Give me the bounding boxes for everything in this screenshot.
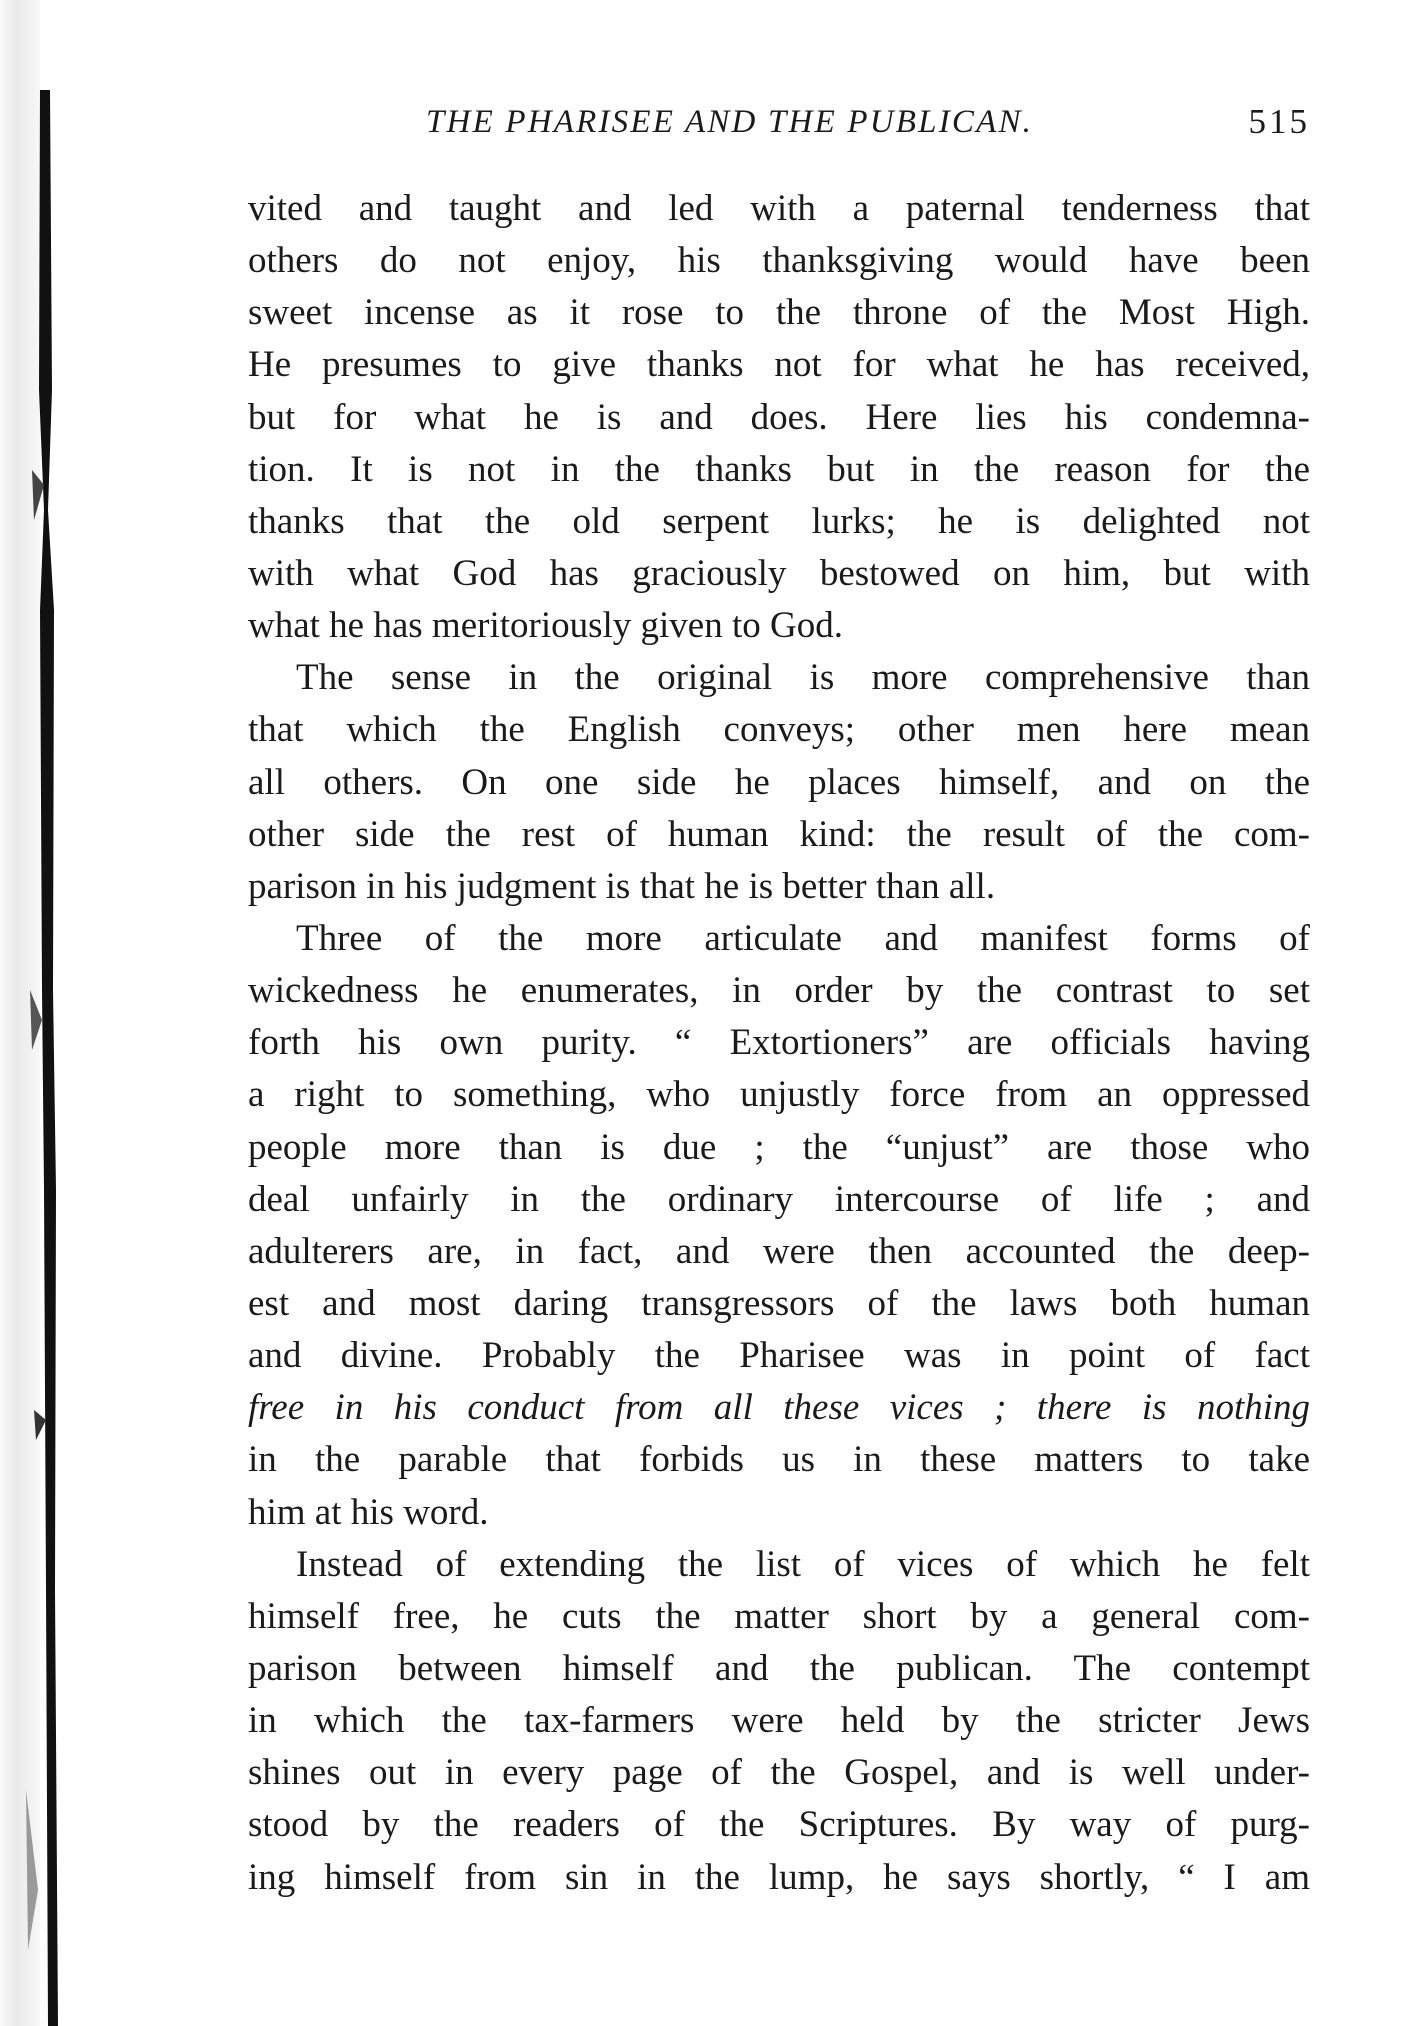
text-line: in which the tax-farmers were held by the stricter Jews [248, 1700, 1310, 1742]
body-text [248, 183, 1310, 1904]
text-line: thanks that the old serpent lurks; he is delighted not [248, 500, 1310, 542]
text-line: The sense in the original is more comprehensive than [296, 657, 1310, 699]
text-line: himself free, he cuts the matter short by a general com- [248, 1595, 1310, 1637]
text-line: others do not enjoy, his thanksgiving would have been [248, 240, 1310, 282]
binding-spine-graphic [22, 90, 80, 2026]
text-line: est and most daring transgressors of the laws both human [248, 1282, 1310, 1324]
text-line: stood by the readers of the Scriptures. By way of purg- [248, 1804, 1310, 1846]
text-line: what he has meritoriously given to God. [248, 605, 843, 647]
text-line: tion. It is not in the thanks but in the reason for the [248, 448, 1310, 490]
page-header [248, 98, 1310, 146]
text-line: people more than is due ; the “unjust” are those who [248, 1126, 1310, 1168]
text-line: other side the rest of human kind: the result of the com- [248, 813, 1310, 855]
text-line: Instead of extending the list of vices of which he felt [296, 1543, 1310, 1585]
text-line: parison in his judgment is that he is better than all. [248, 865, 996, 907]
text-line: adulterers are, in fact, and were then accounted the deep- [248, 1230, 1310, 1272]
text-line: and divine. Probably the Pharisee was in point of fact [248, 1335, 1310, 1377]
text-line: him at his word. [248, 1491, 489, 1533]
text-line: forth his own purity. “ Extortioners” are officials having [248, 1022, 1310, 1064]
text-line: ing himself from sin in the lump, he says shortly, “ I am [248, 1856, 1310, 1898]
text-line: that which the English conveys; other men here mean [248, 709, 1310, 751]
text-line: all others. On one side he places himself, and on the [248, 761, 1310, 803]
text-line: He presumes to give thanks not for what he has received, [248, 344, 1310, 386]
text-line: wickedness he enumerates, in order by the contrast to set [248, 970, 1310, 1012]
page-number: 515 [1248, 102, 1310, 141]
running-head: THE PHARISEE AND THE PUBLICAN. [426, 104, 1034, 140]
text-line: in the parable that forbids us in these matters to take [248, 1439, 1310, 1481]
text-line: with what God has graciously bestowed on him, but with [248, 552, 1310, 594]
text-line: vited and taught and led with a paternal tenderness that [248, 188, 1310, 229]
text-line: Three of the more articulate and manifest forms of [296, 917, 1310, 959]
text-line: shines out in every page of the Gospel, and is well under- [248, 1752, 1310, 1794]
text-line: deal unfairly in the ordinary intercourse of life ; and [248, 1178, 1310, 1220]
text-line: free in his conduct from all these vices ; there is nothing [248, 1387, 1310, 1429]
text-line: but for what he is and does. Here lies his condemna- [248, 396, 1310, 438]
text-line: a right to something, who unjustly force from an oppressed [248, 1074, 1310, 1116]
text-line: parison between himself and the publican. The contempt [248, 1647, 1310, 1689]
book-binding-edge [0, 0, 90, 2026]
text-line: sweet incense as it rose to the throne of the Most High. [248, 292, 1310, 334]
